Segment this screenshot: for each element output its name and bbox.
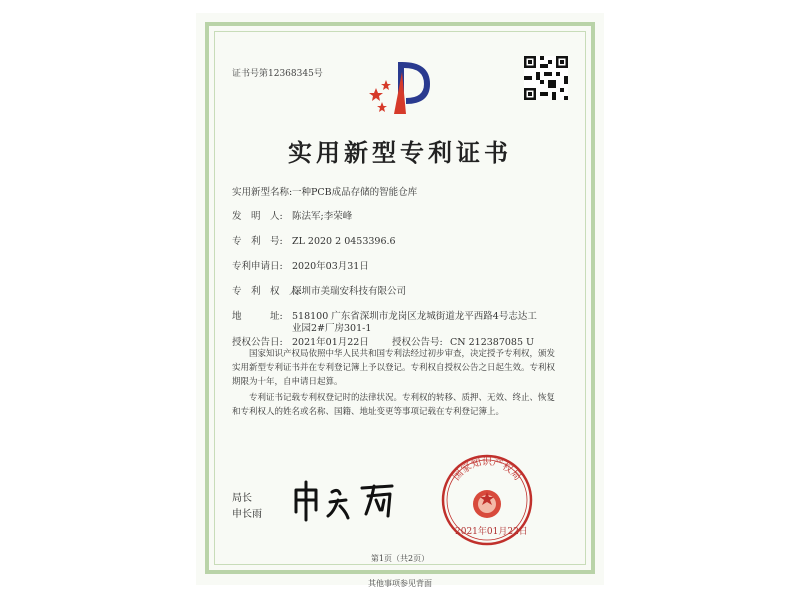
field-utility-model-name xyxy=(232,184,417,198)
field-label: 地 址: xyxy=(232,311,283,322)
field-grant xyxy=(232,334,534,348)
field-label: 实用新型名称: xyxy=(232,187,293,198)
qr-code-icon xyxy=(524,56,568,100)
field-address-line-2 xyxy=(232,320,371,334)
field-value: 业园2#厂房301-1 xyxy=(292,323,372,334)
field-label: 专 利 权 人: xyxy=(232,286,302,297)
grant-number-label: 授权公告号: xyxy=(392,337,443,348)
field-application-date xyxy=(232,258,369,272)
handwritten-signature-icon xyxy=(288,478,408,522)
field-inventor xyxy=(232,208,352,222)
certificate-title: 实用新型专利证书 xyxy=(288,138,512,167)
certificate-body xyxy=(232,347,562,421)
field-value: ZL 2020 2 0453396.6 xyxy=(292,236,396,247)
grant-date-label: 授权公告日: xyxy=(232,337,283,348)
field-value: 518100 广东省深圳市龙岗区龙城街道龙平西路4号志达工 xyxy=(292,311,537,322)
field-label: 专 利 号: xyxy=(232,236,283,247)
field-patentee xyxy=(232,283,406,297)
footer-note: 其他事项参见背面 xyxy=(368,579,432,588)
field-value: 深圳市美瑞安科技有限公司 xyxy=(292,286,407,297)
svg-text:国家知识产权局 xyxy=(450,455,523,482)
field-patent-number xyxy=(232,233,396,247)
field-value: 2020年03月31日 xyxy=(292,261,369,272)
certificate-number: 证书号第12368345号 xyxy=(232,69,323,79)
grant-number-value: CN 212387085 U xyxy=(450,337,535,348)
cnipa-logo-icon xyxy=(368,58,436,120)
signature-name: 申长雨 xyxy=(232,509,262,520)
field-value: 一种PCB成品存储的智能仓库 xyxy=(292,187,418,198)
field-label: 发 明 人: xyxy=(232,211,283,222)
seal-date: 2021年01月22日 xyxy=(455,527,528,537)
field-value: 陈法军;李荣峰 xyxy=(292,211,353,222)
seal-text: 国家知识产权局 xyxy=(451,457,523,483)
field-label: 专利申请日: xyxy=(232,261,283,272)
page-indicator: 第1页（共2页） xyxy=(370,554,430,563)
grant-date-value: 2021年01月22日 xyxy=(292,337,369,348)
signature-role: 局长 xyxy=(232,493,252,504)
body-paragraph: 国家知识产权局依照中华人民共和国专利法经过初步审查，决定授予专利权，颁发实用新型专利证书并在专利登记簿上予以登记。专利权自授权公告之日起生效。专利权期限为十年，自申请日起算。 xyxy=(232,349,556,387)
body-paragraph: 专利证书记载专利权登记时的法律状况。专利权的转移、质押、无效、终止、恢复和专利权人的姓名或名称、国籍、地址变更等事项记载在专利登记簿上。 xyxy=(232,393,556,417)
